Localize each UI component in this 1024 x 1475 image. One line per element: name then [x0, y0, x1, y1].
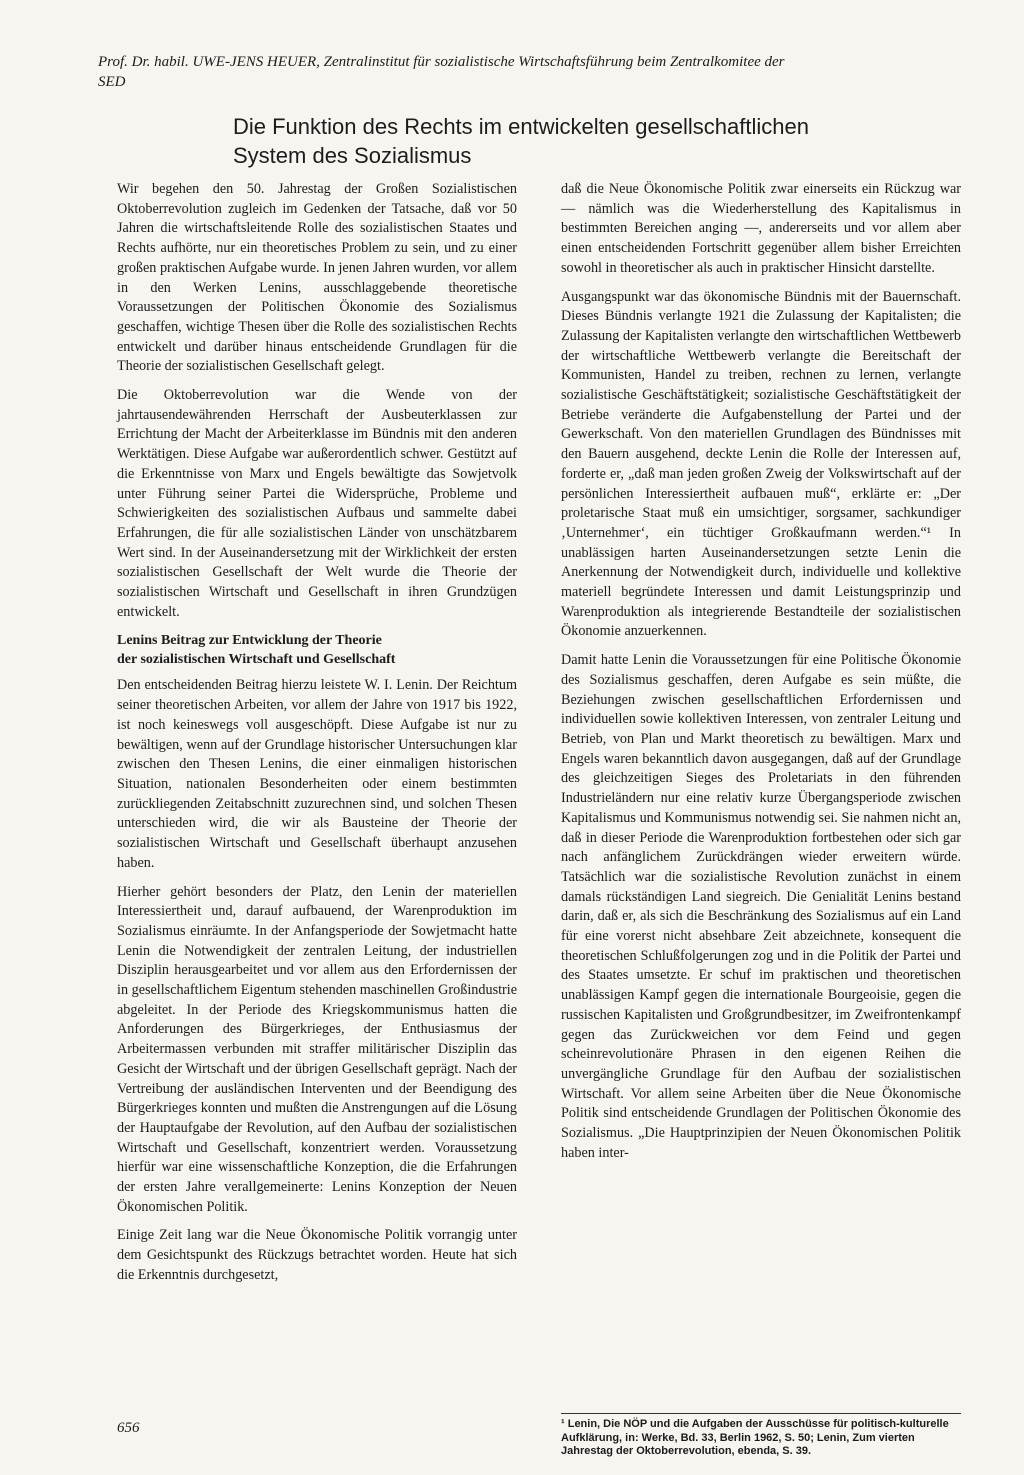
author-line: Prof. Dr. habil. UWE-JENS HEUER, Zentralinstitut für sozialistische Wirtschaftsführung beim Zentralkomitee der SED [98, 54, 785, 90]
paragraph: daß die Neue Ökonomische Politik zwar einerseits ein Rückzug war — nämlich was die Wiederherstellung des Kapitalismus in bestimmten Bereichen anging —, andererseits und vor allem aber einen entscheidenden Fortschritt gegenüber allem bisher Erreichten sowohl in theoretischer als auch in praktischer Hinsicht darstellte. [561, 181, 961, 276]
paragraph: Ausgangspunkt war das ökonomische Bündnis mit der Bauernschaft. Dieses Bündnis verlangte 1921 die Zulassung der Kapitalisten; die Zulassung der Kapitalisten verlangte den wirtschaftlichen Wettbewerb der wirtschaftliche Wettbewerb verlangte die Bereitschaft der Kommunisten, Handel zu treiben, rechnen zu lernen, verlangte sozialistische Geschäftstätigkeit; sozialistische Geschäftstätigkeit der Betriebe veränderte die Aufgabenstellung der Partei und der Gewerkschaft. Von den materiellen Grundlagen des Bündnisses mit den Bauern ausgehend, deckte Lenin die Rolle der Interessen auf, forderte er, „daß man jeden großen Zweig der Volkswirtschaft auf der persönlichen Interessiertheit aufbauen muß“, erklärte er: „Der proletarische Staat muß ein umsichtiger, sorgsamer, sachkundiger ‚Unternehmer‘, ein tüchtiger Großkaufmann werden.“¹ In unablässigen harten Auseinandersetzungen setzte Lenin die Anerkennung der Notwendigkeit durch, individuelle und kollektive materiell begründete Interessen und damit Leistungsprinzip und Warenproduktion als integrierende Bestandteile der sozialistischen Ökonomie anzuerkennen. [561, 288, 961, 640]
article-title [233, 112, 973, 170]
paragraph: Die Oktoberrevolution war die Wende von der jahrtausendewährenden Herrschaft der Ausbeuterklassen zur Errichtung der Macht der Arbeiterklasse im Bündnis mit den anderen Werktätigen. Diese Aufgabe war außerordentlich schwer. Gestützt auf die Erkenntnisse von Marx und Engels bewältigte das Sowjetvolk unter Führung seiner Partei die Widersprüche, Probleme und Schwierigkeiten des sozialistischen Aufbaus und sammelte dabei Erfahrungen, die für alle sozialistischen Länder von unschätzbarem Wert sind. In der Auseinandersetzung mit der Wirklichkeit der ersten sozialistischen Gesellschaft der Welt wurde die Theorie der sozialistischen Wirtschaft und Gesellschaft in ihren Grundzügen entwickelt. [117, 387, 517, 620]
page-number: 656 [117, 1420, 140, 1436]
paragraph: Damit hatte Lenin die Voraussetzungen für eine Politische Ökonomie des Sozialismus geschaffen, deren Aufgabe es sein müßte, die Beziehungen zwischen gesellschaftlichen Erfordernissen und individuellen sowie kollektiven Interessen, von zentraler Leitung und Betrieb, von Plan und Markt theoretisch zu bewältigen. Marx und Engels waren bekanntlich davon ausgegangen, daß auf der Grundlage des gleichzeitigen Sieges des Proletariats in den führenden Industrieländern nur eine relativ kurze Übergangsperiode zwischen Kapitalismus und Kommunismus notwendig sei. Sie nahmen nicht an, daß in dieser Periode die Warenproduktion fortbestehen oder sich gar nach anfänglichem Zurückdrängen wieder erweitern würde. Tatsächlich war die sozialistische Revolution zunächst in einem damals rückständigen Land siegreich. Die Genialität Lenins bestand darin, daß er, als sich die Beschränkung des Sozialismus auf ein Land für eine vorerst nicht absehbare Zeit abzeichnete, konsequent die theoretischen Schlußfolgerungen zog und in die Politik der Partei und des Staates umsetzte. Er schuf im praktischen und theoretischen unablässigen Kampf gegen die internationale Bourgeoisie, gegen die russischen Kapitalisten und Großgrundbesitzer, im Zweifrontenkampf gegen das Zurückweichen vor dem Feind und gegen scheinrevolutionäre Phrasen in den eigenen Reihen die unvergängliche Grundlage für den Aufbau der sozialistischen Wirtschaft. Vor allem seine Arbeiten über die Neue Ökonomische Politik sind entscheidende Grundlagen der Politischen Ökonomie des Sozialismus. „Die Hauptprinzipien der Neuen Ökonomischen Politik haben inter- [561, 652, 961, 1161]
section-heading-line-1: Lenins Beitrag zur Entwicklung der Theorie [117, 633, 382, 649]
title-line-2: System des Sozialismus [233, 143, 472, 168]
section-heading [117, 631, 517, 669]
paragraph: Hierher gehört besonders der Platz, den Lenin der materiellen Interessiertheit und, darauf aufbauend, der Warenproduktion im Sozialismus einräumte. In der Anfangsperiode der Sowjetmacht hatte Lenin die Notwendigkeit der zentralen Leitung, der industriellen Disziplin herausgearbeitet und vor allem aus den Erfordernissen der in gesellschaftlichem Eigentum stehenden maschinellen Großindustrie abgeleitet. In der Periode des Kriegskommunismus hatten die Anforderungen des Bürgerkrieges, der Enthusiasmus der Arbeitermassen verbunden mit straffer militärischer Disziplin das Gesicht der Wirtschaft und der übrigen Gesellschaft geprägt. Nach der Vertreibung der ausländischen Interventen und der Beendigung des Bürgerkrieges konnten und mußten die Anstrengungen auf die Lösung der Hauptaufgabe der Revolution, auf den Aufbau der sozialistischen Wirtschaft und Gesellschaft, konzentriert werden. Voraussetzung hierfür war eine wissenschaftliche Konzeption, die die Erfahrungen der ersten Jahre verallgemeinerte: Lenins Konzeption der Neuen Ökonomischen Politik. [117, 883, 517, 1215]
paragraph: Wir begehen den 50. Jahrestag der Großen Sozialistischen Oktoberrevolution zugleich im Gedenken der Tatsache, daß vor 50 Jahren die wirtschaftsleitende Rolle des sozialistischen Staates und Rechts aufhörte, nur ein theoretisches Problem zu sein, und zu einer großen praktischen Aufgabe wurde. In jenen Jahren wurden, vor allem in den Werken Lenins, ausschlaggebende theoretische Voraussetzungen der Politischen Ökonomie des Sozialismus geschaffen, wichtige Thesen über die Rolle des sozialistischen Rechts entwickelt und darüber hinaus entscheidende Grundlagen für die Theorie der sozialistischen Gesellschaft gelegt. [117, 181, 517, 375]
section-heading-line-2: der sozialistischen Wirtschaft und Gesellschaft [117, 651, 396, 667]
paragraph: Den entscheidenden Beitrag hierzu leistete W. I. Lenin. Der Reichtum seiner theoretischen Arbeiten, vor allem der Jahre von 1917 bis 1922, ist noch keineswegs voll ausgeschöpft. Diese Aufgabe ist nur zu bewältigen, wenn auf der Grundlage historischer Untersuchungen klar zwischen den Thesen Lenins, die einer einmaligen historischen Situation, nationalen Besonderheiten oder einem bestimmten zurückliegenden Zeitabschnitt zuzurechnen sind, und solchen Thesen unterschieden wird, die wir als Bausteine der Theorie der sozialistischen Wirtschaft und Gesellschaft überhaupt anzusehen haben. [117, 677, 517, 871]
title-line-1: Die Funktion des Rechts im entwickelten gesellschaftlichen [233, 114, 809, 139]
left-column [117, 180, 517, 1295]
right-column [561, 180, 961, 1172]
paragraph: Einige Zeit lang war die Neue Ökonomische Politik vorrangig unter dem Gesichtspunkt des Rückzugs betrachtet worden. Heute hat sich die Erkenntnis durchgesetzt, [117, 1227, 517, 1283]
footnote: ¹ Lenin, Die NÖP und die Aufgaben der Ausschüsse für politisch-kulturelle Aufklärung, in: Werke, Bd. 33, Berlin 1962, S. 50; Lenin, Zum vierten Jahrestag der Oktoberrevolution, ebenda, S. 39. [561, 1413, 961, 1459]
